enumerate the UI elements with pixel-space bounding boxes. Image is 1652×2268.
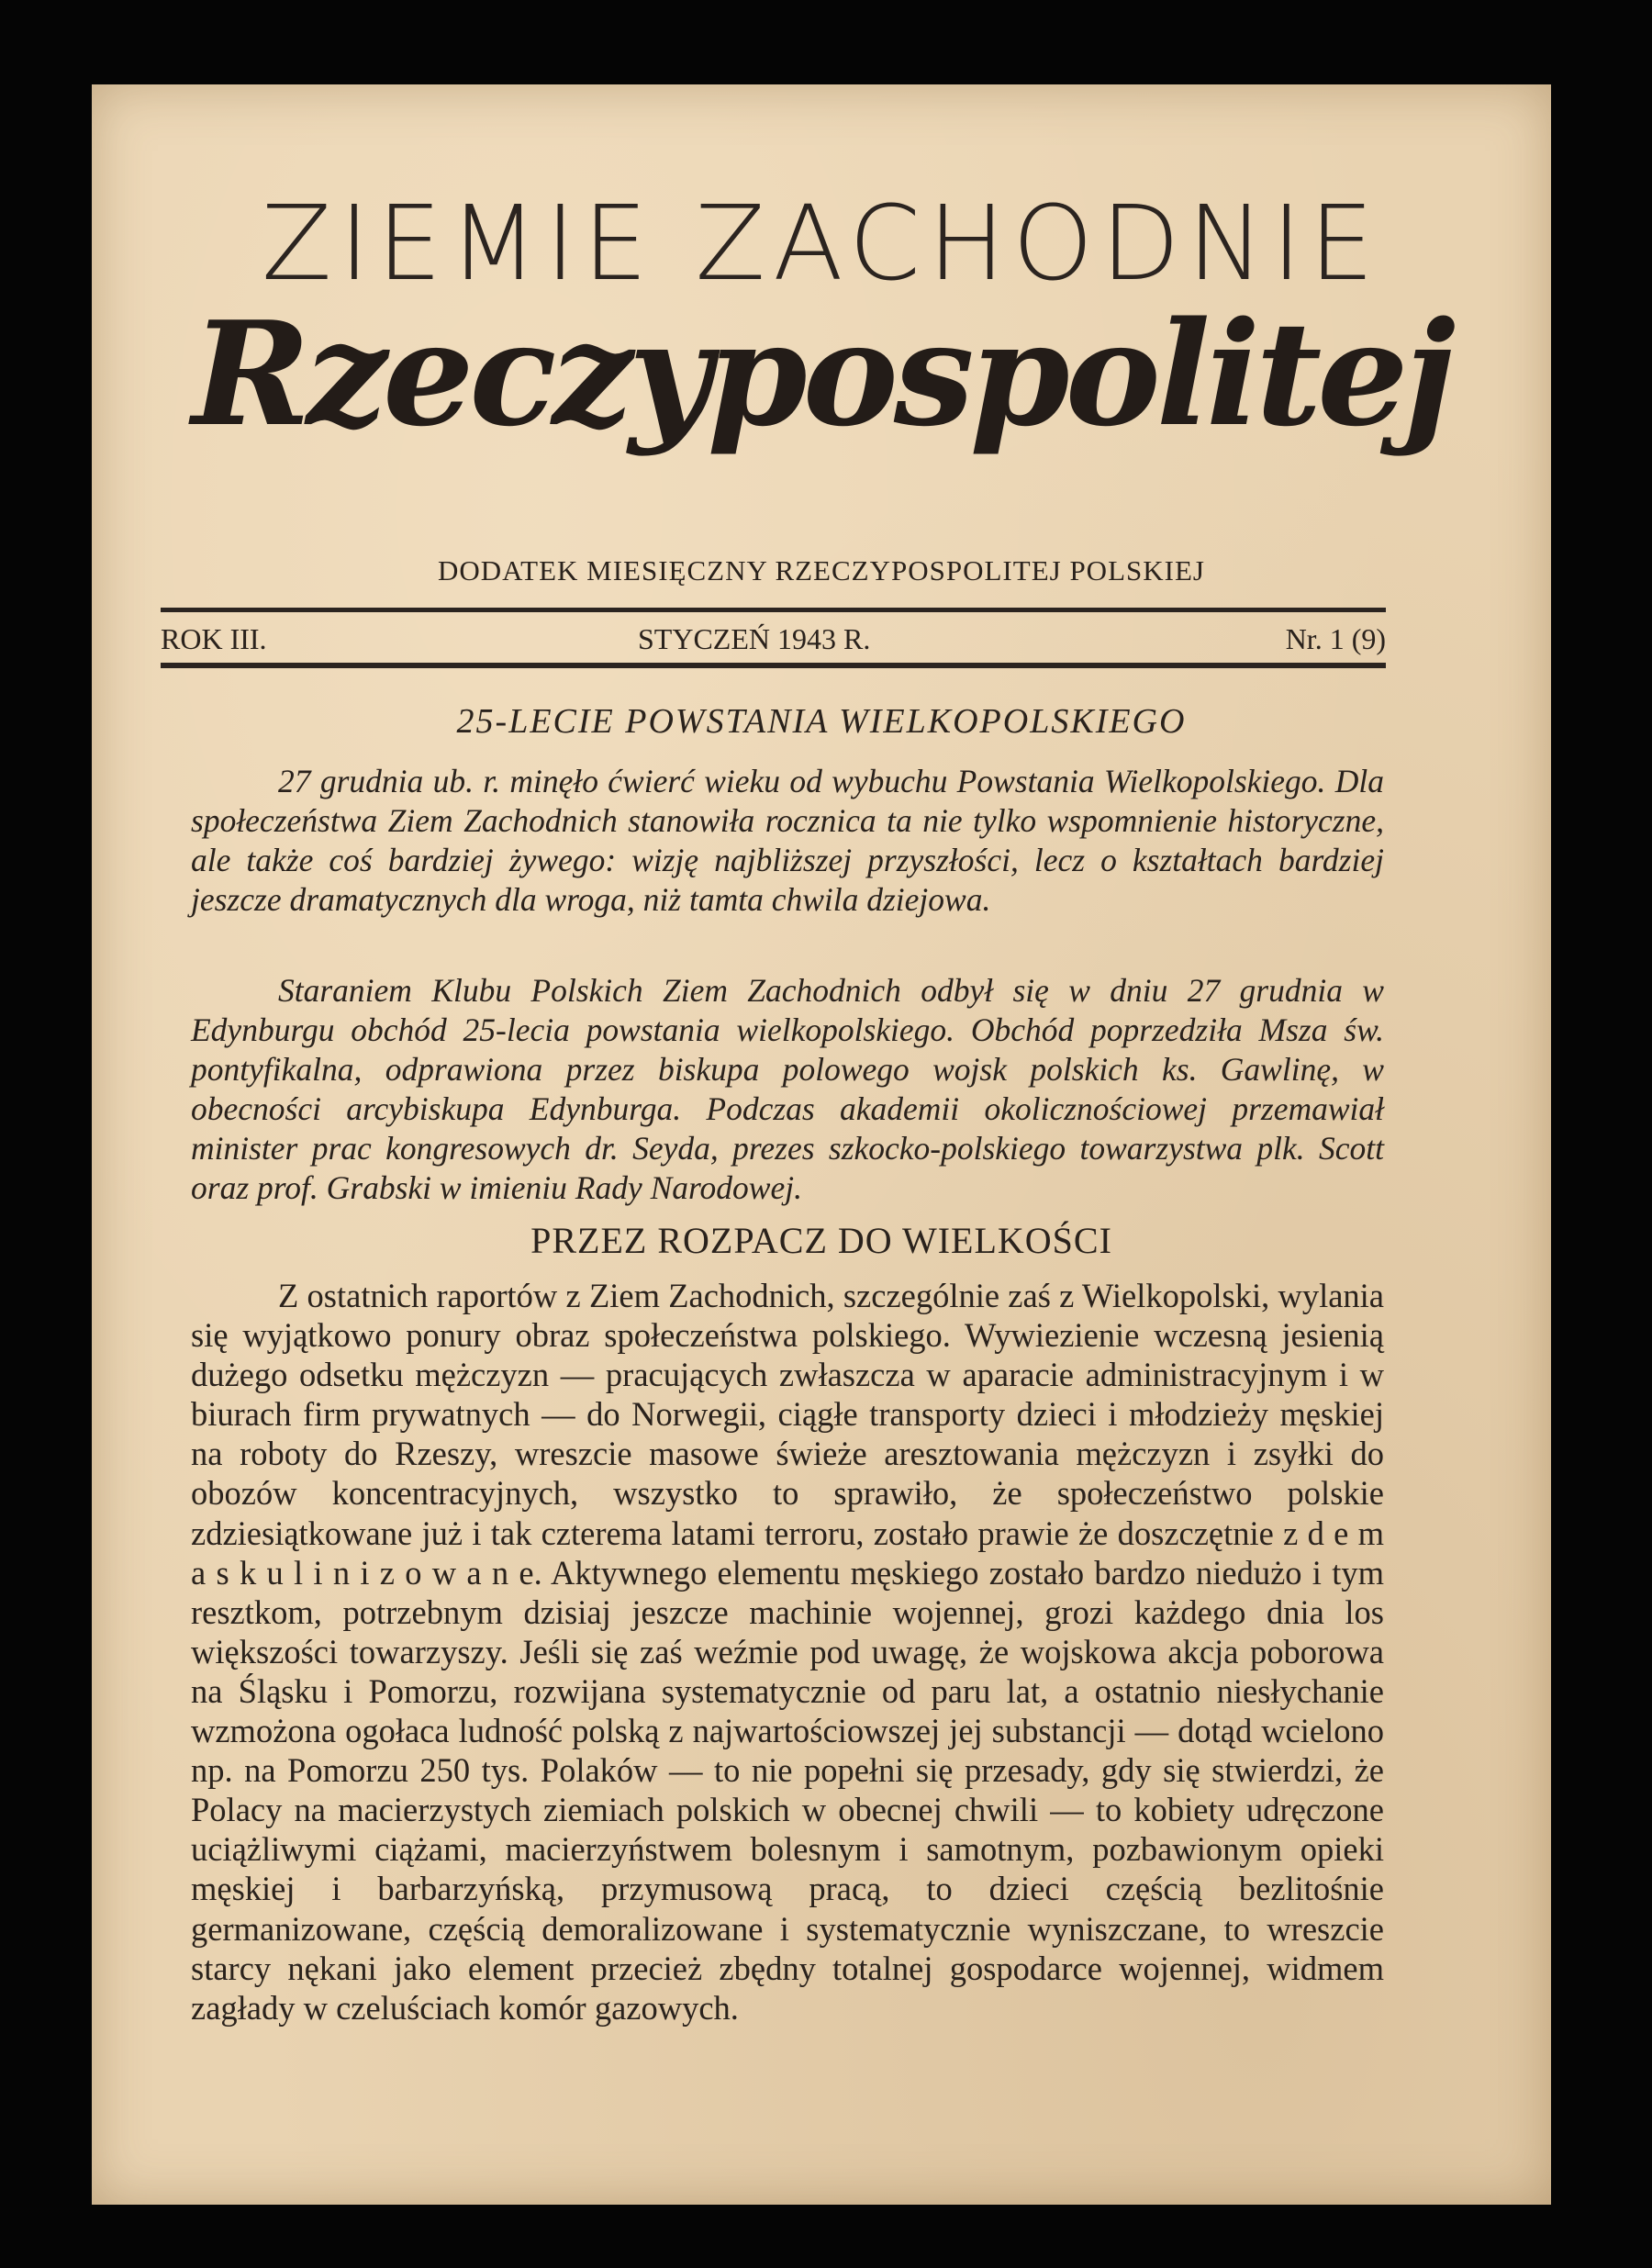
paragraph-text: 27 grudnia ub. r. minęło ćwierć wieku od wybuchu Powstania Wielkopolskiego. Dla społeczeństwa Ziem Zachodnich stanowiła rocznica ta nie tylko wspomnienie historyczne, ale także coś bardziej żywego: wizję najbliższej przyszłości, lecz o kształtach bardziej jeszcze dramatycznych dla wroga, niż tamta chwila dziejowa. <box>191 763 1384 918</box>
section1-heading: 25-LECIE POWSTANIA WIELKOPOLSKIEGO <box>456 702 1187 741</box>
top-rule <box>161 608 1386 612</box>
issue-number: Nr. 1 (9) <box>1285 622 1386 655</box>
bottom-rule <box>161 663 1386 668</box>
masthead-script-title: Rzeczypospolitej <box>191 290 1452 458</box>
paragraph-text: Z ostatnich raportów z Ziem Zachodnich, szczególnie zaś z Wielkopolski, wylania się wyjątkowo ponury obraz społeczeństwa polskiego. Wywiezienie wczesną jesienią dużego odsetku mężczyzn — pracujących zwłaszcza w aparacie administracyjnym i w biurach firm prywatnych — do Norwegii, ciągłe transporty dzieci i młodzieży męskiej na roboty do Rzeszy, wreszcie masowe świeże aresztowania mężczyzn i zsyłki do obozów koncentracyjnych, wszystko to sprawiło, że społeczeństwo polskie zdziesiątkowane już i tak czterema latami terroru, zostało prawie że doszczętnie z d e m a s k u l i n i z o w a n e. Aktywnego elementu męskiego zostało bardzo niedużo i tym resztkom, potrzebnym dzisiaj jeszcze machinie wojennej, grozi każdego dnia los większości towarzyszy. Jeśli się zaś weźmie pod uwagę, że wojskowa akcja poborowa na Śląsku i Pomorzu, rozwijana systematycznie od paru lat, a ostatnio niesłychanie wzmożona ogołaca ludność polską z najwartościowszej jej substancji — dotąd wcielono np. na Pomorzu 250 tys. Polaków — to nie popełni się przesady, gdy się stwierdzi, że Polacy na macierzystych ziemiach polskich w obecnej chwili — to kobiety udręczone uciążliwymi ciążami, macierzyństwem bolesnym i samotnym, pozbawionym opieki męskiej i barbarzyńską, przymusową pracą, to dzieci częścią bezlitośnie germanizowane, częścią demoralizowane i systematycznie wyniszczane, to wreszcie starcy nękani jako element przecież zbędny totalnej gospodarce wojennej, widmem zagłady w czeluściach komór gazowych. <box>191 1277 1384 2027</box>
section2-body <box>191 1276 1384 2028</box>
section1-paragraph-1 <box>191 762 1384 920</box>
issue-year: ROK III. <box>161 622 267 655</box>
newspaper-page <box>92 84 1551 2205</box>
section1-paragraph-2 <box>191 971 1384 1208</box>
issue-date: STYCZEŃ 1943 R. <box>638 622 871 655</box>
masthead-title: ZIEMIE ZACHODNIE <box>261 184 1382 304</box>
masthead-supplement: DODATEK MIESIĘCZNY RZECZYPOSPOLITEJ POLSKIEJ <box>438 554 1205 587</box>
paragraph-text: Staraniem Klubu Polskich Ziem Zachodnich odbył się w dniu 27 grudnia w Edynburgu obchód 25-lecia powstania wielkopolskiego. Obchód poprzedziła Msza św. pontyfikalna, odprawiona przez biskupa polowego wojsk polskich ks. Gawlinę, w obecności arcybiskupa Edynburga. Podczas akademii okolicznościowej przemawiał minister prac kongresowych dr. Seyda, prezes szkocko-polskiego towarzystwa plk. Scott oraz prof. Grabski w imieniu Rady Narodowej. <box>191 972 1384 1206</box>
section2-heading: PRZEZ ROZPACZ DO WIELKOŚCI <box>530 1220 1112 1261</box>
